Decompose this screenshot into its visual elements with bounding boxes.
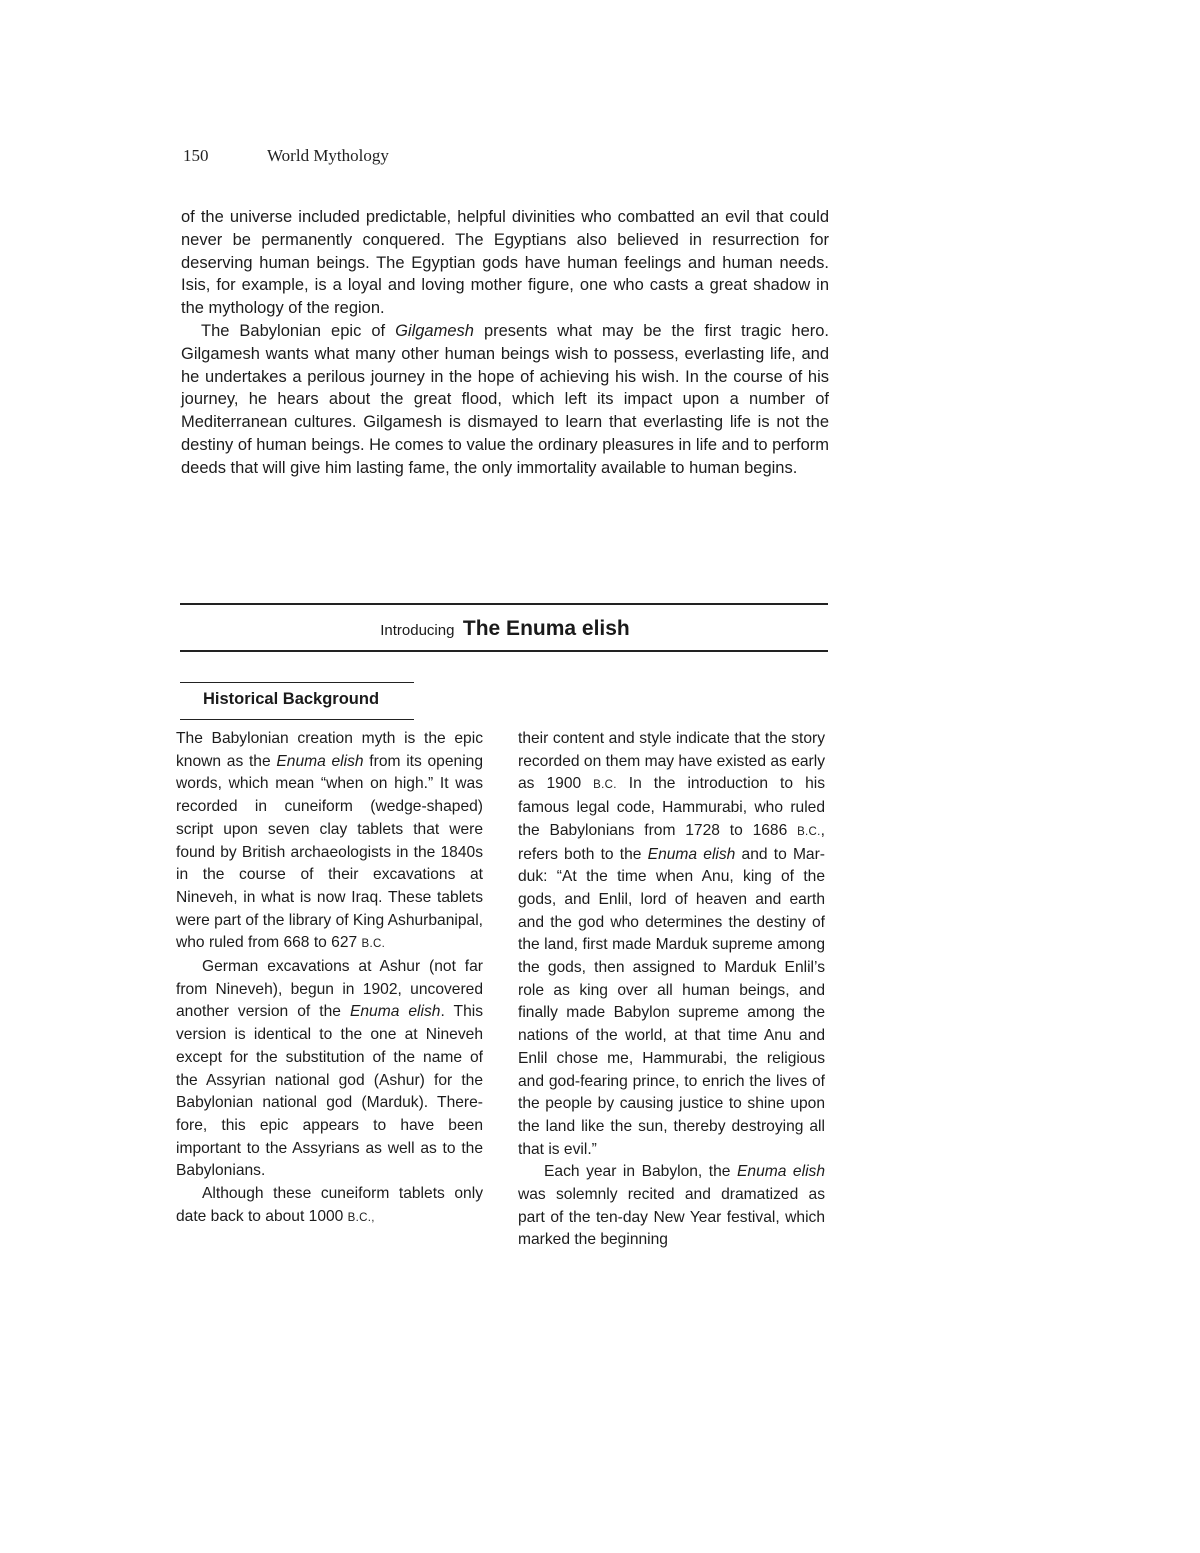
left-p1-b: from its opening words, which mean “when on high.” It was recorded in cuneiform (wedge-shaped) script upon seven clay tablets that were found by British archaeologists in the 1840s in the course of their excavations at Nineveh, in what is now Iraq. These tablets were part of the library of King Ashurbanipal, who ruled from 668 to 627 (176, 752, 484, 952)
running-header (183, 146, 389, 166)
section-top-rule (180, 603, 828, 605)
intro-paragraph-2 (181, 320, 829, 480)
right-p1-bc-1: B.C. (593, 779, 617, 792)
intro-paragraph-1: of the universe included predictable, helpful divinities who combatted an evil that could never be permanently conquered. The Egyptians also believed in resurrection for deserving human beings. The Egyptian gods have human feelings and human needs. Isis, for example, is a loyal and loving mother figure, one who casts a great shadow in the mythology of the region. (181, 208, 829, 318)
gilgamesh-title: Gilgamesh (395, 321, 474, 340)
right-p1-enuma-elish: Enuma elish (647, 845, 736, 863)
left-p1-enuma-elish: Enuma elish (276, 752, 364, 770)
right-p1-c: , refers both to the (518, 821, 825, 863)
intro-p2-text-b: presents what may be the first tragic hero. Gilgamesh wants what many other human beings wish to possess, everlasting life, and he undertakes a perilous journey in the hope of achieving his wish. In the course of his journey, he hears about the great flood, which left its impact upon a number of Mediterranean cultures. Gilgamesh is dismayed to learn that everlasting life is not the destiny of human beings. He comes to value the ordinary pleasures in life and to perform deeds that will give him lasting fame, the only immortality available to human begins. (181, 321, 830, 477)
left-paragraph-3 (176, 1183, 483, 1229)
right-p2-enuma-elish: Enuma elish (737, 1163, 826, 1181)
left-p1-a: The Babylonian creation myth is the epic known as the (176, 730, 483, 770)
right-p1-b: In the introduction to his famous legal code, Hammurabi, who ruled the Babylonians from 1728 to 1686 (518, 775, 826, 839)
running-title: World Mythology (267, 146, 389, 165)
left-p2-b: . This version is identical to the one at Nineveh except for the substitution of the name of the Assyrian national god (Ashur) for the Babylonian national god (Marduk). Therefore, this epic appears to have been important to the Assyrians as well as to the Babylonians. (176, 1003, 484, 1180)
right-column (518, 728, 825, 1252)
subheading-bottom-rule (180, 719, 414, 720)
page-number: 150 (183, 146, 209, 165)
intro-p2-text-a: The Babylonian epic of (201, 321, 396, 340)
right-p1-d: and to Marduk: “At the time when Anu, king of the gods, and Enlil, lord of heaven and earth and the god who determines the destiny of the land, first made Marduk supreme among the gods, then assigned to Marduk Enlil’s role as king over all human beings, and finally made Babylon supreme among the nations of the world, at that time Anu and Enlil chose me, Hammurabi, the religious and god-fearing prince, to enrich the lives of the people by causing justice to shine upon the land like the sun, thereby destroying all that is evil.” (518, 845, 825, 1158)
section-title-text: The Enuma elish (462, 617, 630, 640)
left-p1-bc: B.C. (361, 938, 386, 951)
left-paragraph-1 (176, 728, 483, 956)
subheading-top-rule (180, 682, 414, 683)
right-paragraph-2 (518, 1161, 825, 1252)
left-p2-a: German excavations at Ashur (not far from Nineveh), begun in 1902, uncovered another version of the (176, 958, 483, 1021)
right-p1-bc-2: B.C. (797, 825, 821, 838)
left-p3-bc: B.C., (347, 1211, 375, 1224)
section-bottom-rule (180, 650, 828, 652)
right-p2-b: was solemnly recited and dramatized as part of the ten-day New Year festival, which marked the beginning (518, 1186, 825, 1249)
section-title (181, 617, 829, 641)
intro-text (181, 206, 829, 480)
right-p2-a: Each year in Babylon, the (544, 1163, 737, 1181)
left-column (176, 728, 483, 1229)
left-p2-enuma-elish: Enuma elish (349, 1003, 441, 1021)
right-paragraph-1 (518, 728, 825, 1161)
left-paragraph-2 (176, 956, 483, 1183)
left-p3-a: Although these cuneiform tablets only date back to about 1000 (176, 1185, 483, 1225)
section-intro-word: Introducing (380, 622, 455, 639)
right-p1-a: their content and style indicate that the story recorded on them may have existed as early as 1900 (518, 730, 825, 793)
subheading-historical-background: Historical Background (203, 690, 380, 708)
